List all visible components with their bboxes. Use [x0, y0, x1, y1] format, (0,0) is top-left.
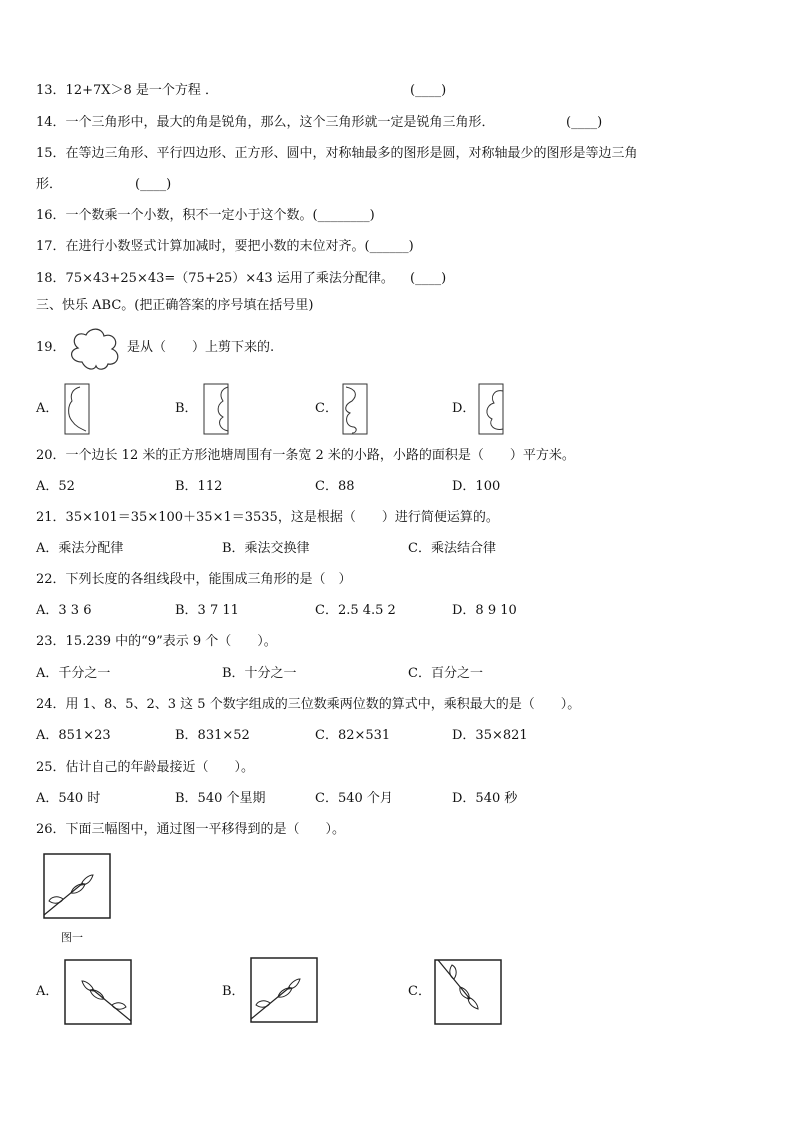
q19-text: 是从（ ）上剪下来的. — [127, 340, 275, 355]
flower-shape-figure — [66, 328, 122, 372]
q20-option-b[interactable]: B．112 — [175, 479, 223, 494]
q19-option-a[interactable]: A． — [36, 401, 59, 416]
q16-text: 16．一个数乘一个小数，积不一定小于这个数。(________) — [36, 208, 375, 223]
q15-blank[interactable]: (____) — [135, 177, 172, 192]
q13-text: 13．12+7X＞8 是一个方程 ． — [36, 83, 219, 98]
q15-cont: 形． — [36, 177, 63, 192]
q26-stem: 26．下面三幅图中，通过图一平移得到的是（ ）。 — [36, 822, 346, 837]
section-3-heading: 三、快乐 ABC。(把正确答案的序号填在括号里) — [36, 298, 314, 313]
q20-stem: 20．一个边长 12 米的正方形池塘周围有一条宽 2 米的小路，小路的面积是（ ）平方米。 — [36, 448, 575, 463]
figure-one-leaf-branch — [43, 853, 111, 919]
q18-text: 18．75×43+25×43=（75+25）×43 运用了乘法分配律。 — [36, 271, 394, 286]
q20-option-c[interactable]: C．88 — [315, 479, 355, 494]
q25-option-d[interactable]: D．540 秒 — [452, 791, 518, 806]
q21-option-b[interactable]: B．乘法交换律 — [222, 541, 310, 556]
q14-blank[interactable]: (____) — [566, 115, 603, 130]
q19-option-c[interactable]: C． — [315, 401, 338, 416]
q21-stem: 21．35×101＝35×100＋35×1＝3535，这是根据（ ）进行简便运算的。 — [36, 510, 499, 525]
option-a-leaf-branch — [64, 959, 132, 1025]
q22-option-b[interactable]: B．3 7 11 — [175, 603, 239, 618]
q13-blank[interactable]: (____) — [410, 83, 447, 98]
option-c-leaf-branch — [434, 959, 502, 1025]
option-c-folded-paper-icon — [342, 383, 368, 435]
q19-option-b[interactable]: B． — [175, 401, 198, 416]
q23-option-a[interactable]: A．千分之一 — [36, 666, 111, 681]
option-b-leaf-branch — [250, 957, 318, 1023]
q24-option-d[interactable]: D．35×821 — [452, 728, 528, 743]
figure-one-caption: 图一 — [61, 931, 83, 944]
q18-blank[interactable]: (____) — [410, 271, 447, 286]
q26-option-a[interactable]: A． — [36, 984, 59, 999]
q19-option-d[interactable]: D． — [452, 401, 476, 416]
q22-option-a[interactable]: A．3 3 6 — [36, 603, 92, 618]
q25-option-c[interactable]: C．540 个月 — [315, 791, 393, 806]
q24-option-c[interactable]: C．82×531 — [315, 728, 391, 743]
q24-option-b[interactable]: B．831×52 — [175, 728, 250, 743]
q23-stem: 23．15.239 中的“9”表示 9 个（ ）。 — [36, 634, 277, 649]
q24-stem: 24．用 1、8、5、2、3 这 5 个数字组成的三位数乘两位数的算式中，乘积最大的是（ ）。 — [36, 697, 581, 712]
q22-stem: 22．下列长度的各组线段中，能围成三角形的是（ ） — [36, 572, 352, 587]
q21-option-a[interactable]: A．乘法分配律 — [36, 541, 124, 556]
q24-option-a[interactable]: A．851×23 — [36, 728, 111, 743]
q17-text: 17．在进行小数竖式计算加减时，要把小数的末位对齐。(______) — [36, 239, 414, 254]
q21-option-c[interactable]: C．乘法结合律 — [408, 541, 496, 556]
q22-option-c[interactable]: C．2.5 4.5 2 — [315, 603, 396, 618]
q26-option-b[interactable]: B． — [222, 984, 245, 999]
q14-text: 14．一个三角形中，最大的角是锐角，那么，这个三角形就一定是锐角三角形． — [36, 115, 495, 130]
option-a-folded-paper-icon — [64, 383, 90, 435]
q25-stem: 25．估计自己的年龄最接近（ ）。 — [36, 760, 255, 775]
q15-text: 15．在等边三角形、平行四边形、正方形、圆中，对称轴最多的图形是圆，对称轴最少的图形是等边三角 — [36, 146, 638, 161]
q23-option-b[interactable]: B．十分之一 — [222, 666, 297, 681]
option-b-folded-paper-icon — [203, 383, 229, 435]
q20-option-a[interactable]: A．52 — [36, 479, 75, 494]
q26-option-c[interactable]: C． — [408, 984, 431, 999]
q25-option-b[interactable]: B．540 个星期 — [175, 791, 266, 806]
q25-option-a[interactable]: A．540 时 — [36, 791, 101, 806]
q23-option-c[interactable]: C．百分之一 — [408, 666, 483, 681]
q22-option-d[interactable]: D．8 9 10 — [452, 603, 517, 618]
q20-option-d[interactable]: D．100 — [452, 479, 501, 494]
option-d-folded-paper-icon — [478, 383, 504, 435]
q19-number: 19． — [36, 340, 66, 355]
